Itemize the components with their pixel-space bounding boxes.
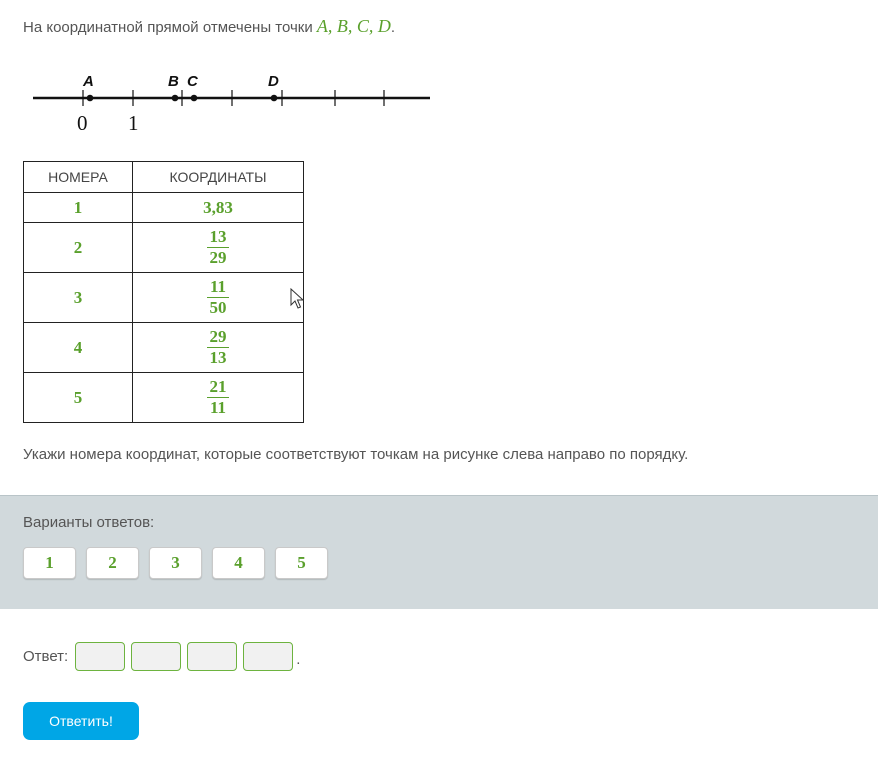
header-numbers: НОМЕРА xyxy=(24,162,133,193)
table-row xyxy=(24,323,304,373)
tick-label-0: 0 xyxy=(77,111,88,135)
row-number: 3 xyxy=(24,273,133,323)
variant-chip-1[interactable]: 1 xyxy=(23,547,76,579)
variant-chip-5[interactable]: 5 xyxy=(275,547,328,579)
row-number: 2 xyxy=(24,223,133,273)
point-label-d: D xyxy=(268,73,279,90)
answer-variants-panel xyxy=(0,495,878,609)
variant-chip-4[interactable]: 4 xyxy=(212,547,265,579)
numerator: 11 xyxy=(209,277,227,296)
header-coordinates: КООРДИНАТЫ xyxy=(133,162,304,193)
table-row xyxy=(24,193,304,223)
table-row xyxy=(24,273,304,323)
point-label-a: A xyxy=(83,73,94,90)
task-text: На координатной прямой отмечены точки A, B, C, D. xyxy=(23,16,396,36)
instruction-text: Укажи номера координат, которые соответствуют точкам на рисунке слева направо по порядку. xyxy=(23,446,689,463)
denominator: 11 xyxy=(209,398,227,417)
variant-chips xyxy=(23,547,328,579)
row-fraction xyxy=(133,223,304,273)
table-row xyxy=(24,223,304,273)
answer-slot-4[interactable] xyxy=(243,642,293,671)
numerator: 29 xyxy=(209,327,227,346)
denominator: 13 xyxy=(209,348,227,367)
mouse-pointer-icon xyxy=(290,288,304,310)
point-b xyxy=(172,95,179,102)
row-number: 1 xyxy=(24,193,133,223)
answer-slot-2[interactable] xyxy=(131,642,181,671)
variants-label: Варианты ответов: xyxy=(23,514,155,531)
answer-label: Ответ: xyxy=(23,648,69,665)
row-number: 4 xyxy=(24,323,133,373)
table-row xyxy=(24,373,304,423)
numerator: 21 xyxy=(209,377,227,396)
row-fraction xyxy=(133,323,304,373)
coordinates-table xyxy=(23,161,304,423)
denominator: 29 xyxy=(209,248,227,267)
point-label-c: C xyxy=(187,73,198,90)
point-d xyxy=(271,95,278,102)
answer-slot-1[interactable] xyxy=(75,642,125,671)
answer-period: . xyxy=(296,651,301,668)
point-c xyxy=(191,95,198,102)
submit-button[interactable]: Ответить! xyxy=(23,702,139,740)
task-points: A, B, C, D xyxy=(316,16,391,36)
answer-slot-3[interactable] xyxy=(187,642,237,671)
tick-label-1: 1 xyxy=(128,111,139,135)
answer-row xyxy=(23,642,300,671)
row-fraction xyxy=(133,273,304,323)
table-header-row xyxy=(24,162,304,193)
variant-chip-2[interactable]: 2 xyxy=(86,547,139,579)
numerator: 13 xyxy=(209,227,227,246)
denominator: 50 xyxy=(209,298,227,317)
point-a xyxy=(87,95,94,102)
row-number: 5 xyxy=(24,373,133,423)
number-line xyxy=(30,66,440,136)
row-fraction xyxy=(133,373,304,423)
variant-chip-3[interactable]: 3 xyxy=(149,547,202,579)
point-label-b: B xyxy=(168,73,179,90)
row-value: 3,83 xyxy=(133,193,304,223)
